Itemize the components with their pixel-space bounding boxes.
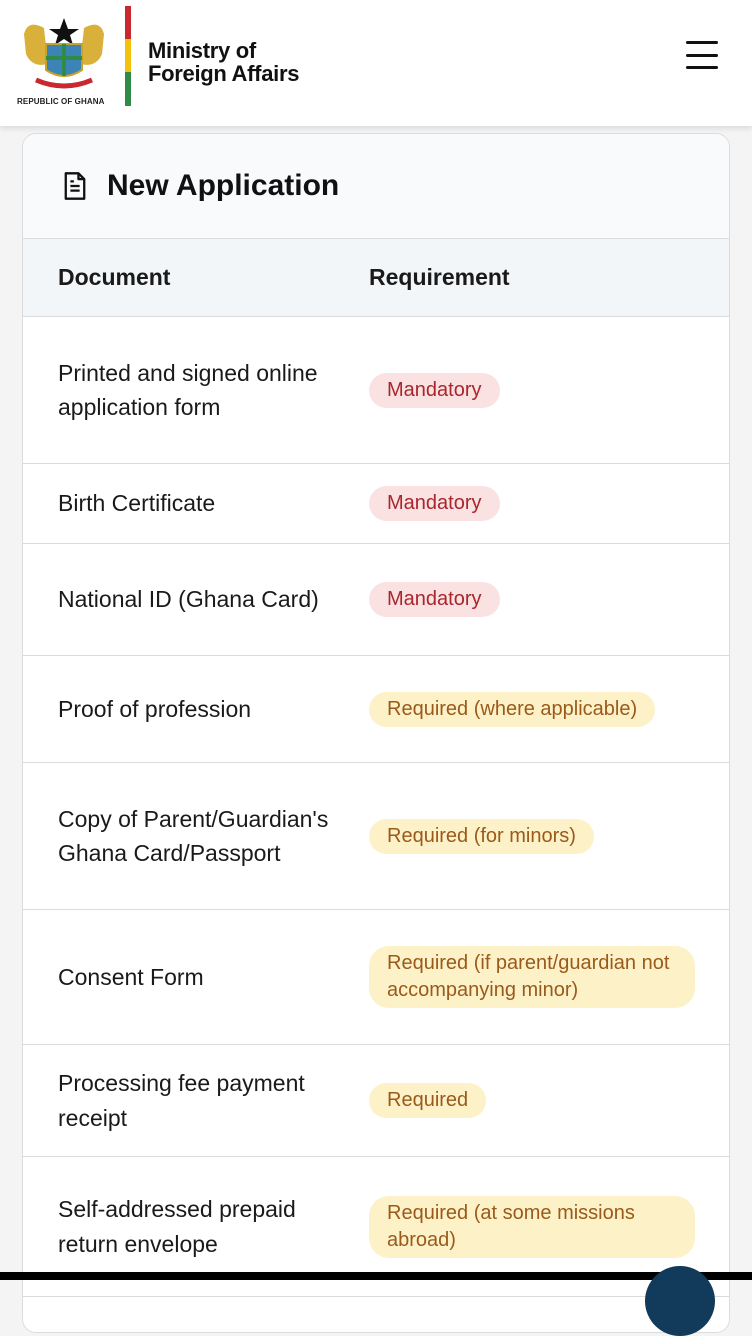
ministry-name[interactable] (148, 39, 299, 85)
column-header-requirement: Requirement (369, 264, 510, 290)
table-header (23, 239, 729, 317)
required-badge: Required (where applicable) (369, 692, 655, 727)
column-header-document: Document (58, 264, 171, 291)
requirement-cell (369, 1083, 729, 1118)
requirement-cell (369, 486, 729, 521)
document-name: Consent Form (58, 963, 204, 990)
required-badge: Required (if parent/guardian not accompanying minor) (369, 946, 695, 1008)
requirement-cell (369, 819, 729, 854)
hamburger-menu-icon[interactable] (686, 40, 718, 70)
document-name: Self-addressed prepaid return envelope (58, 1196, 296, 1257)
mandatory-badge: Mandatory (369, 373, 500, 408)
requirement-cell (369, 692, 729, 727)
floating-action-button[interactable] (645, 1266, 715, 1336)
card-title: New Application (107, 169, 340, 202)
document-name: Birth Certificate (58, 490, 216, 517)
table-row (23, 1045, 729, 1157)
table-row (23, 464, 729, 544)
requirement-cell (369, 582, 729, 617)
document-name: Proof of profession (58, 695, 252, 722)
requirement-cell (369, 946, 729, 1008)
required-badge: Required (369, 1083, 486, 1118)
document-icon (61, 171, 89, 201)
required-badge: Required (for minors) (369, 819, 594, 854)
system-navigation-bar (0, 1272, 752, 1280)
document-name: Printed and signed online application form (58, 359, 318, 420)
requirement-cell (369, 373, 729, 408)
table-row (23, 910, 729, 1045)
table-row (23, 544, 729, 656)
requirements-card (22, 133, 730, 1333)
required-badge: Required (at some missions abroad) (369, 1196, 695, 1258)
mandatory-badge: Mandatory (369, 582, 500, 617)
table-row (23, 763, 729, 910)
crest-label: REPUBLIC OF GHANA (17, 97, 105, 106)
table-row (23, 656, 729, 763)
mandatory-badge: Mandatory (369, 486, 500, 521)
document-name: Processing fee payment receipt (58, 1070, 305, 1131)
document-name: National ID (Ghana Card) (58, 586, 319, 613)
brand-line-2: Foreign Affairs (148, 61, 300, 86)
requirement-cell (369, 1196, 729, 1258)
card-header (23, 134, 729, 239)
document-name: Copy of Parent/Guardian's Ghana Card/Passport (58, 805, 329, 866)
site-header (0, 0, 752, 126)
brand-line-1: Ministry of (148, 38, 256, 63)
flag-divider (125, 6, 131, 106)
table-row (23, 317, 729, 464)
ghana-coat-of-arms-logo[interactable] (18, 14, 110, 94)
